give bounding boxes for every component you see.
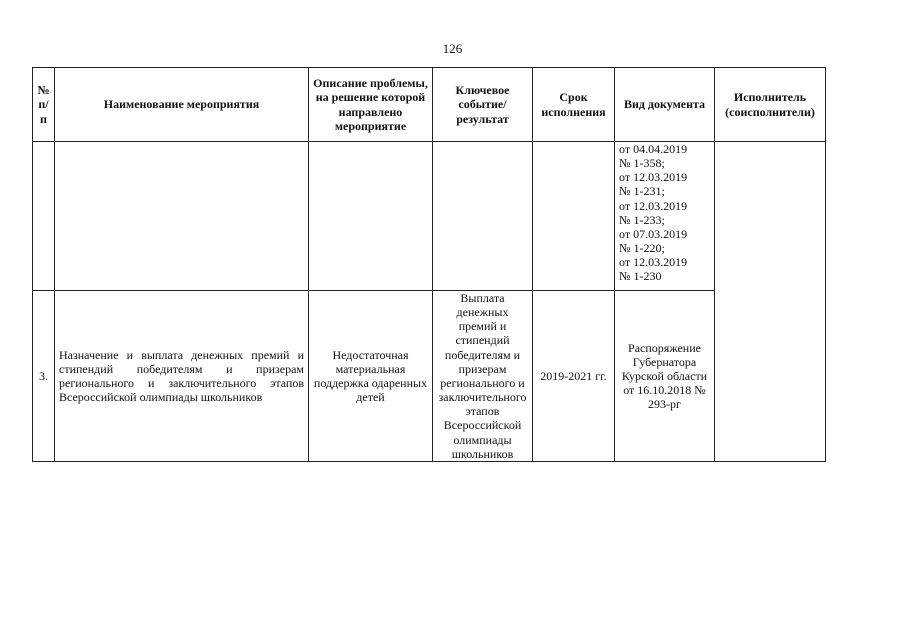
cell-activity-name: Назначение и выплата денежных премий и стипендий победителям и призерам регионального и заключительного этапов Всероссийской олимпиады школьников: [55, 291, 309, 462]
cell-key-event: Выплата денежных премий и стипендий победителям и призерам регионального и заключительного этапов Всероссийской олимпиады школьников: [433, 291, 533, 462]
doc-line: № 1-230: [619, 269, 662, 284]
doc-line: от 12.03.2019: [619, 170, 688, 185]
cell-key-event-empty: [433, 142, 533, 291]
header-num: № п/п: [33, 68, 55, 142]
cell-document-type: Распоряжение Губернатора Курской области от 16.10.2018 № 293-рг: [615, 291, 715, 462]
table-row-3: [33, 291, 826, 462]
cell-row-number: 3.: [33, 291, 55, 462]
doc-line: от 12.03.2019: [619, 198, 688, 213]
doc-line: № 1-233;: [619, 212, 665, 227]
cell-problem-description: Недостаточная материальная поддержка одаренных детей: [309, 291, 433, 462]
table-row-continuation: [33, 142, 826, 291]
header-name: Наименование мероприятия: [55, 68, 309, 142]
doc-line: от 07.03.2019: [619, 226, 688, 241]
header-doc-type: Вид документа: [615, 68, 715, 142]
doc-line: № 1-220;: [619, 241, 665, 256]
doc-line: № 1-358;: [619, 156, 665, 171]
header-executor: Исполнитель (соисполнители): [715, 68, 826, 142]
doc-line: от 04.04.2019: [619, 142, 688, 156]
cell-description-empty: [309, 142, 433, 291]
header-key-event: Ключевое событие/ результат: [433, 68, 533, 142]
doc-line: № 1-231;: [619, 184, 665, 199]
doc-line: от 12.03.2019: [619, 255, 688, 270]
header-term: Срок исполнения: [533, 68, 615, 142]
header-description: Описание проблемы, на решение которой направлено мероприятие: [309, 68, 433, 142]
cell-doc-list: [615, 142, 715, 291]
cell-name-empty: [55, 142, 309, 291]
page-number: 126: [442, 41, 463, 56]
table-header-row: [33, 68, 826, 142]
cell-num-empty: [33, 142, 55, 291]
cell-executor: [715, 142, 826, 462]
cell-term-empty: [533, 142, 615, 291]
activities-table: [32, 67, 826, 462]
cell-term: 2019-2021 гг.: [533, 291, 615, 462]
